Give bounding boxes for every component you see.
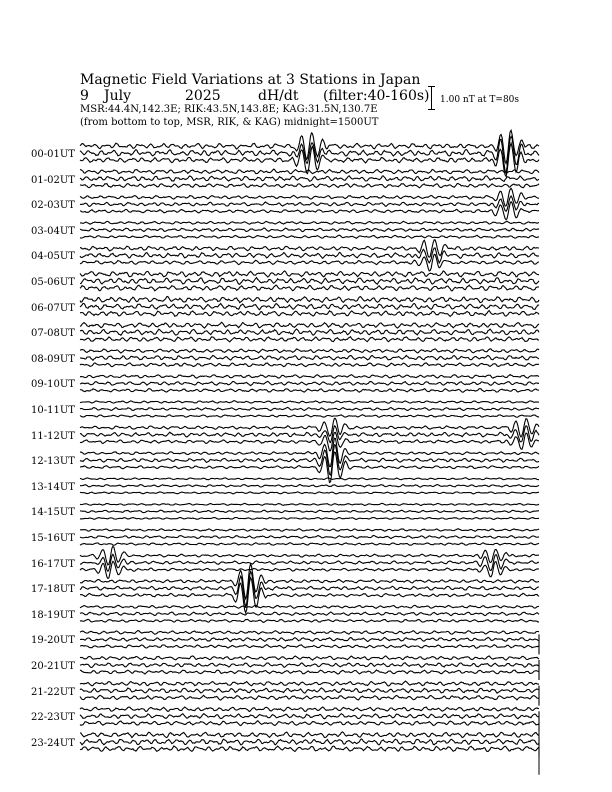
trace-9-2: [80, 355, 539, 360]
trace-4-1: [80, 221, 539, 224]
trace-14-3: [80, 492, 539, 494]
trace-24-1: [80, 732, 539, 738]
hour-label: 04-05UT: [31, 251, 75, 263]
date-day: 9: [80, 88, 89, 104]
hour-label: 08-09UT: [31, 353, 75, 365]
trace-7-2: [80, 303, 539, 309]
trace-19-3: [80, 619, 539, 622]
trace-21-2: [80, 663, 539, 668]
hour-label: 11-12UT: [31, 430, 75, 442]
trace-11-1: [80, 401, 539, 404]
trace-16-3: [80, 543, 539, 545]
hour-label: 05-06UT: [31, 277, 75, 288]
trace-15-3: [80, 517, 539, 519]
trace-14-2: [80, 485, 539, 488]
trace-22-2: [80, 688, 539, 693]
trace-7-3: [80, 311, 539, 317]
trace-14-1: [80, 478, 539, 480]
trace-11-3: [80, 415, 539, 418]
quantity-label: dH/dt: [258, 88, 299, 104]
trace-15-2: [80, 510, 539, 513]
trace-2-2: [80, 176, 539, 182]
hour-label: 23-24UT: [31, 737, 75, 749]
trace-16-2: [80, 536, 539, 539]
trace-8-2: [80, 329, 539, 335]
trace-12-2: [80, 426, 539, 443]
trace-4-2: [80, 228, 539, 232]
hour-label: 06-07UT: [31, 302, 75, 314]
trace-10-3: [80, 389, 539, 393]
hour-label: 22-23UT: [31, 712, 75, 724]
trace-21-3: [80, 660, 539, 680]
scale-label: 1.00 nT at T=80s: [440, 95, 520, 105]
trace-22-3: [80, 686, 539, 706]
trace-6-2: [80, 278, 539, 285]
hour-label: 09-10UT: [31, 379, 75, 391]
trace-23-2: [80, 714, 539, 719]
trace-17-1: [80, 546, 539, 565]
hour-label: 17-18UT: [31, 584, 75, 596]
hour-label: 02-03UT: [31, 200, 75, 212]
hour-label: 16-17UT: [31, 558, 75, 570]
hour-label: 12-13UT: [31, 456, 75, 468]
date-month: July: [104, 88, 132, 104]
hour-label: 07-08UT: [31, 328, 75, 340]
trace-24-3: [80, 737, 539, 757]
trace-8-1: [80, 322, 539, 328]
hour-label: 01-02UT: [31, 174, 75, 186]
trace-20-1: [80, 631, 539, 635]
trace-18-2: [80, 572, 539, 607]
trace-2-1: [80, 169, 539, 174]
trace-20-3: [80, 634, 539, 654]
hour-label: 00-01UT: [31, 149, 75, 160]
trace-21-1: [80, 656, 539, 660]
hour-label: 10-11UT: [31, 405, 75, 416]
trace-22-1: [80, 681, 539, 686]
filter-label: (filter:40-160s): [323, 88, 430, 104]
trace-10-1: [80, 375, 539, 379]
hour-label: 14-15UT: [31, 507, 75, 519]
station-coordinates: MSR:44.4N,142.3E; RIK:43.5N,143.8E; KAG:31.5N,130.7E: [80, 104, 378, 115]
trace-11-2: [80, 407, 539, 410]
trace-4-3: [80, 235, 539, 238]
trace-24-2: [80, 739, 539, 745]
trace-15-1: [80, 503, 539, 505]
chart-title: Magnetic Field Variations at 3 Stations in Japan: [80, 72, 421, 88]
trace-7-1: [80, 297, 539, 303]
trace-16-1: [80, 529, 539, 532]
trace-8-3: [80, 337, 539, 342]
trace-2-3: [80, 184, 539, 188]
trace-23-1: [80, 707, 539, 712]
hour-label: 20-21UT: [31, 661, 75, 672]
hour-label: 18-19UT: [31, 609, 75, 621]
trace-5-2: [80, 248, 539, 263]
hour-label: 19-20UT: [31, 635, 75, 647]
trace-20-2: [80, 637, 539, 641]
trace-5-3: [80, 254, 539, 271]
trace-19-2: [80, 612, 539, 616]
hour-label: 03-04UT: [31, 225, 75, 237]
trace-order-note: (from bottom to top, MSR, RIK, & KAG) midnight=1500UT: [80, 117, 379, 128]
trace-6-3: [80, 285, 539, 291]
trace-10-2: [80, 381, 539, 385]
trace-19-1: [80, 605, 539, 608]
hour-label: 21-22UT: [31, 686, 75, 698]
trace-13-2: [80, 445, 539, 475]
trace-9-1: [80, 349, 539, 353]
hour-label: 15-16UT: [31, 533, 75, 544]
date-year: 2025: [185, 88, 221, 104]
trace-13-3: [80, 452, 539, 482]
trace-6-1: [80, 271, 539, 277]
trace-9-3: [80, 363, 539, 367]
hour-label: 13-14UT: [31, 481, 75, 493]
